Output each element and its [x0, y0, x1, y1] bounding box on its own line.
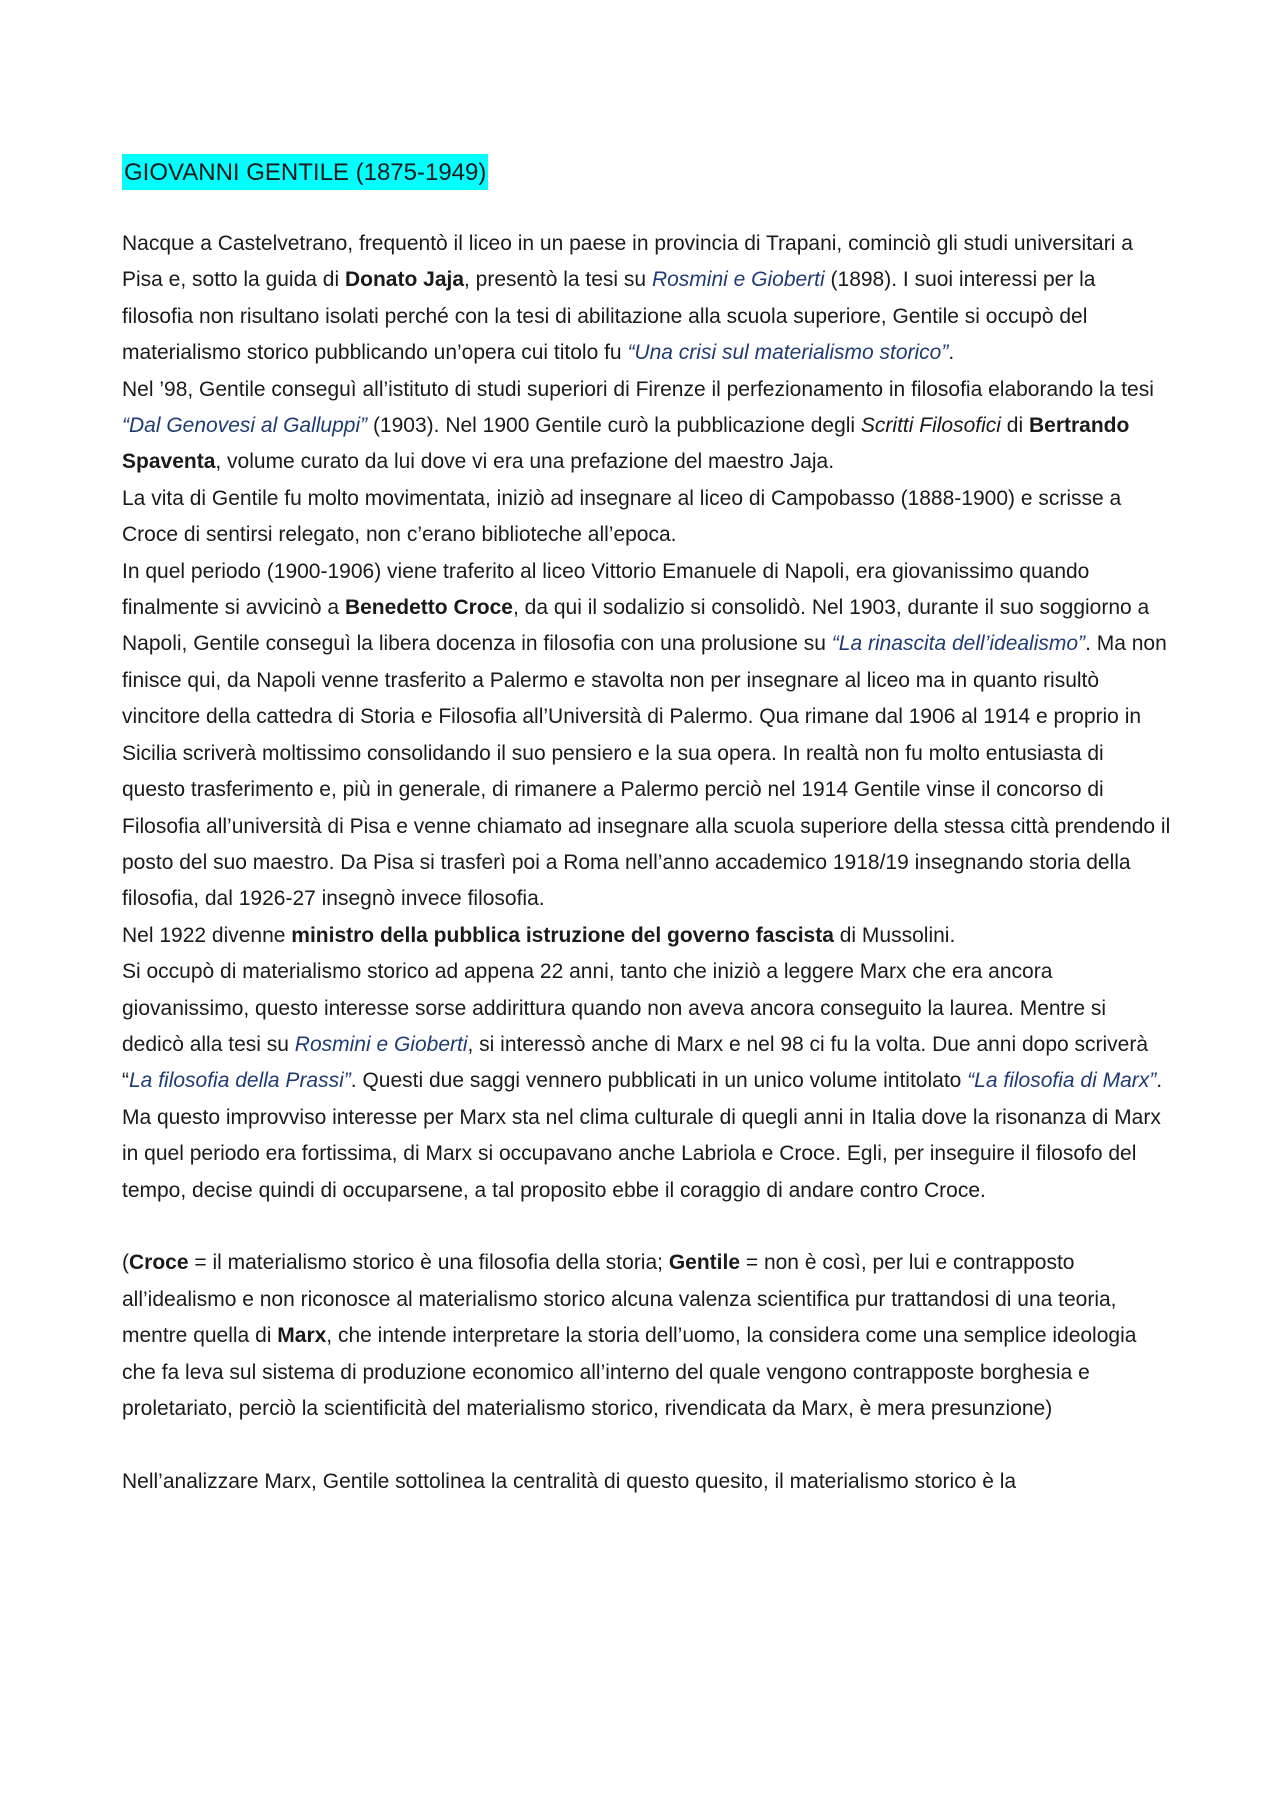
italic-title-genovesi: “Dal Genovesi al Galluppi”	[122, 414, 368, 438]
text-segment: . Ma non finisce qui, da Napoli venne trasferito a Palermo e stavolta non per insegnare al liceo ma in quanto risultò vincitore della cattedra di Storia e Filosofia all’Università di Palermo. Qua rimane dal 1906 al 1914 e proprio in Sicilia scriverà moltissimo consolidando il suo pensiero e la sua opera. In realtà non fu molto entusiasta di questo trasferimento e, più in generale, di rimanere a Palermo perciò nel 1914 Gentile vinse il concorso di Filosofia all’università di Pisa e venne chiamato ad insegnare alla scuola superiore della stessa città prendendo il posto del suo maestro. Da Pisa si trasferì poi a Roma nell’anno accademico 1918/19 insegnando storia della filosofia, dal 1926-27 insegnò invece filosofia.	[122, 632, 1171, 911]
italic-title-prassi: La filosofia della Prassi”	[129, 1069, 351, 1093]
bold-gentile: Gentile	[668, 1251, 741, 1275]
bold-name-jaja: Donato Jaja	[344, 268, 465, 292]
document-title: GIOVANNI GENTILE (1875-1949)	[122, 154, 488, 190]
text-segment: , che intende interpretare la storia dell’uomo, la considera come una semplice ideologia che fa leva sul sistema di produzione economico all’interno del quale vengono contrapposte borghesia e proletariato, perciò la scientificità del materialismo storico, rivendicata da Marx, è mera presunzione)	[122, 1324, 1137, 1420]
text-segment: = non è così, per lui e contrapposto all’idealismo e non riconosce al materialismo storico alcuna valenza scientifica pur trattandosi di una teoria, mentre quella di	[122, 1251, 1117, 1348]
document-page	[122, 154, 1172, 1500]
paragraph-napoli	[122, 554, 1172, 918]
paragraph-spacer	[122, 1427, 1172, 1463]
text-segment: In quel periodo (1900-1906) viene traferito al liceo Vittorio Emanuele di Napoli, era giovanissimo quando finalmente si avvicinò a	[122, 559, 1090, 620]
paragraph-spacer	[122, 1209, 1172, 1245]
text-segment: , si interessò anche di Marx e nel 98 ci fu la volta. Due anni dopo scriverà “	[122, 1032, 1149, 1093]
paragraph-croce-gentile	[122, 1245, 1172, 1427]
text-segment: , volume curato da lui dove vi era una prefazione del maestro Jaja.	[215, 450, 835, 474]
text-segment: Nacque a Castelvetrano, frequentò il liceo in un paese in provincia di Trapani, cominciò gli studi universitari a Pisa e, sotto la guida di	[122, 232, 1133, 292]
bold-name-spaventa: Bertrando Spaventa	[122, 414, 1130, 474]
paragraph-campobasso: La vita di Gentile fu molto movimentata, iniziò ad insegnare al liceo di Campobasso (1888-1900) e scrisse a Croce di sentirsi relegato, non c’erano biblioteche all’epoca.	[122, 486, 1122, 547]
paragraph-analisi: Nell’analizzare Marx, Gentile sottolinea la centralità di questo quesito, il materialismo storico è la	[122, 1469, 1017, 1493]
bold-name-croce: Benedetto Croce	[344, 596, 513, 620]
text-segment: (1898). I suoi interessi per la filosofia non risultano isolati perché con la tesi di abilitazione alla scuola superiore, Gentile si occupò del materialismo storico pubblicando un’opera cui titolo fu	[122, 268, 1096, 365]
paragraph-firenze	[122, 372, 1172, 481]
bold-croce: Croce	[129, 1251, 189, 1275]
text-segment: , da qui il sodalizio si consolidò. Nel 1903, durante il suo soggiorno a Napoli, Gentile conseguì la libera docenza in filosofia con una prolusione su	[122, 596, 1150, 656]
bold-marx: Marx	[277, 1324, 327, 1348]
paragraph-birth	[122, 226, 1172, 372]
text-segment: di	[1000, 414, 1029, 438]
italic-title-rosmini: Rosmini e Gioberti	[651, 268, 825, 292]
text-segment: .	[948, 341, 955, 365]
text-segment: = il materialismo storico è una filosofia della storia;	[188, 1251, 669, 1275]
bold-ministro: ministro della pubblica istruzione del governo fascista	[291, 923, 834, 947]
text-segment: , presentò la tesi su	[464, 268, 652, 292]
italic-title-rinascita: “La rinascita dell’idealismo”	[831, 632, 1086, 656]
document-body	[122, 226, 1172, 1500]
text-segment: di Mussolini.	[833, 923, 956, 947]
text-segment: . Ma questo improvviso interesse per Marx sta nel clima culturale di quegli anni in Italia dove la risonanza di Marx in quel periodo era fortissima, di Marx si occupavano anche Labriola e Croce. Egli, per inseguire il filosofo del tempo, decise quindi di occuparsene, a tal proposito ebbe il coraggio di andare contro Croce.	[122, 1069, 1163, 1202]
text-segment: (1903). Nel 1900 Gentile curò la pubblicazione degli	[367, 414, 861, 438]
text-segment: Nel ’98, Gentile conseguì all’istituto di studi superiori di Firenze il perfezionamento in filosofia elaborando la tesi	[122, 377, 1154, 401]
text-segment: Si occupò di materialismo storico ad appena 22 anni, tanto che iniziò a leggere Marx che era ancora giovanissimo, questo interesse sorse addirittura quando non aveva ancora conseguito la laurea. Mentre si dedicò alla tesi su	[122, 960, 1107, 1056]
text-segment: . Questi due saggi vennero pubblicati in un unico volume intitolato	[350, 1069, 968, 1093]
paragraph-ministro	[122, 918, 1172, 954]
text-segment: Nel 1922 divenne	[122, 923, 292, 947]
italic-title-scritti: Scritti Filosofici	[860, 414, 1001, 438]
paragraph-marx	[122, 954, 1172, 1209]
italic-title-rosmini: Rosmini e Gioberti	[294, 1032, 468, 1056]
italic-title-filosofia-marx: “La filosofia di Marx”	[967, 1069, 1157, 1093]
text-segment: (	[122, 1251, 129, 1275]
italic-title-crisi: “Una crisi sul materialismo storico”	[627, 341, 949, 365]
